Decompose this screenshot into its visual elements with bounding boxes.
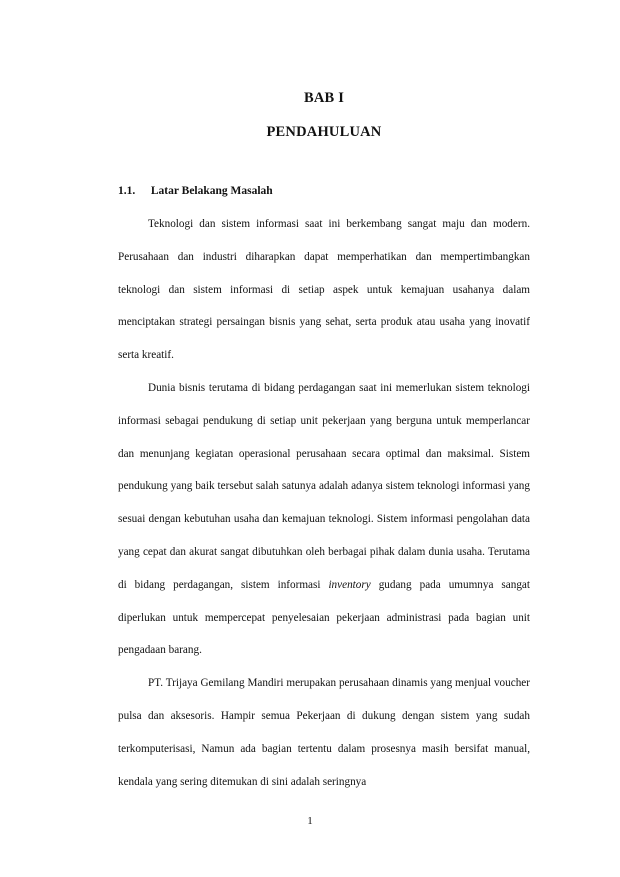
section-heading — [118, 185, 273, 197]
paragraph-1: Teknologi dan sistem informasi saat ini berkembang sangat maju dan modern. Perusahaan dan industri diharapkan dapat memperhatikan dan mempertimbangkan teknologi dan sistem informasi di setiap aspek untuk kemajuan usahanya dalam menciptakan strategi persaingan bisnis yang sehat, serta produk atau usaha yang inovatif serta kreatif. — [118, 218, 530, 362]
chapter-title: PENDAHULUAN — [266, 124, 382, 140]
section-number: 1.1. — [118, 185, 136, 197]
paragraph-2-italic-term: inventory — [328, 578, 371, 591]
paragraph-3: PT. Trijaya Gemilang Mandiri merupakan perusahaan dinamis yang menjual voucher pulsa dan aksesoris. Hampir semua Pekerjaan di dukung dengan sistem yang sudah terkomputerisasi, Namun ada bagian tertentu dalam prosesnya masih bersifat manual, kendala yang sering ditemukan di sini adalah seringnya — [118, 677, 530, 788]
page-number: 1 — [307, 815, 313, 827]
paragraph-2 — [118, 372, 530, 667]
paragraph-2-text-after: gudang pada umumnya sangat diperlukan untuk mempercepat penyelesaian pekerjaan administrasi pada bagian unit pengadaan barang. — [118, 578, 530, 657]
paragraph-2-text-before: Dunia bisnis terutama di bidang perdagangan saat ini memerlukan sistem teknologi informasi sebagai pendukung di setiap unit pekerjaan yang berguna untuk memperlancar dan menunjang kegiatan operasional perusahaan secara optimal dan maksimal. Sistem pendukung yang baik tersebut salah satunya adalah adanya sistem teknologi informasi yang sesuai dengan kebutuhan usaha dan kemajuan teknologi. Sistem informasi pengolahan data yang cepat dan akurat sangat dibutuhkan oleh berbagai pihak dalam dunia usaha. Terutama di bidang perdagangan, sistem informasi — [118, 381, 530, 591]
body-text — [118, 208, 530, 798]
section-title: Latar Belakang Masalah — [150, 185, 273, 197]
chapter-label: BAB I — [303, 90, 345, 106]
